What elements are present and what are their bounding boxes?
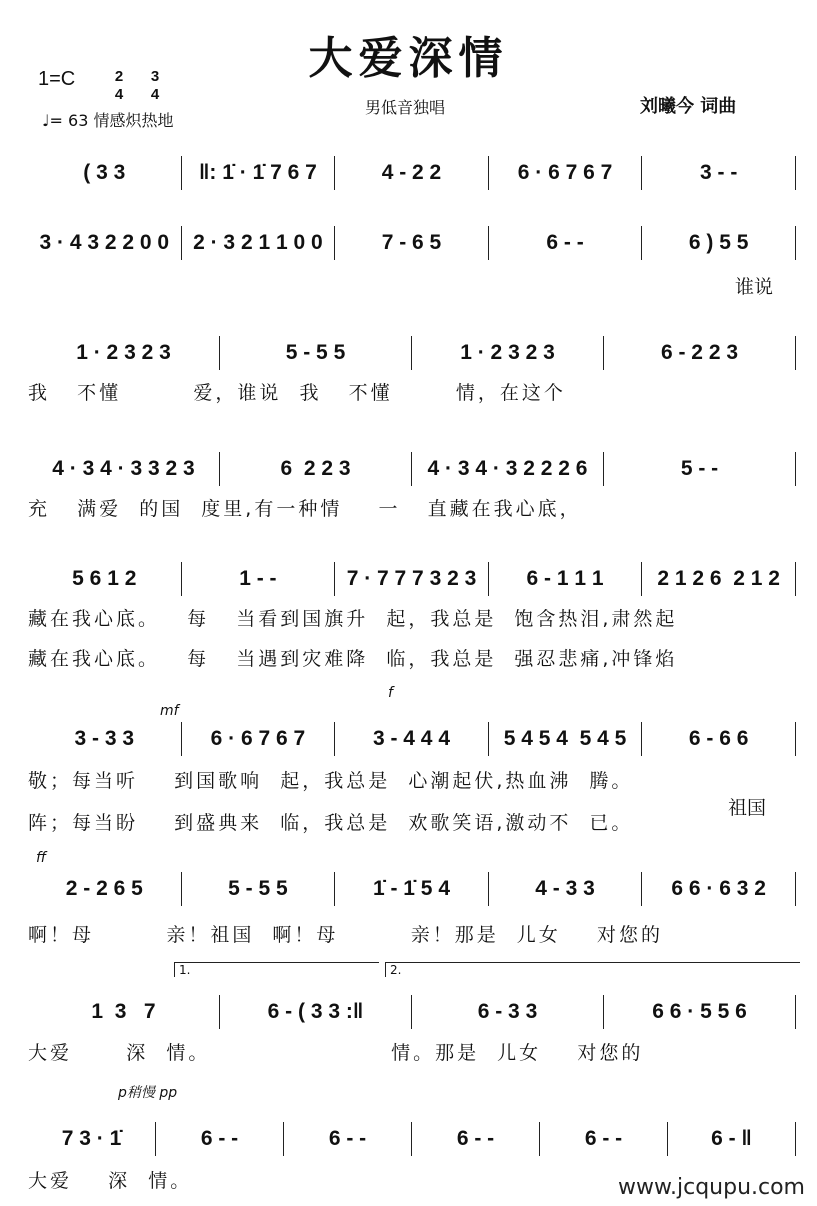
volta-1: 1. (174, 962, 379, 977)
measure: 6 - 3 3 (412, 995, 604, 1029)
measure: 6 6 · 6 3 2 (642, 872, 796, 906)
measure: 6 2 2 3 (220, 452, 412, 486)
measure: 6 ) 5 5 (642, 226, 796, 260)
measure: 6 - ‖ (668, 1122, 796, 1156)
measure: 5 - 5 5 (182, 872, 336, 906)
volta-2: 2. (385, 962, 800, 977)
measure: 3 - 3 3 (28, 722, 182, 756)
measure: 1 · 2 3 2 3 (412, 336, 604, 370)
measure: 6 - - (412, 1122, 540, 1156)
dynamic-f: f (388, 685, 393, 701)
lyric-line: 充 满爱 的国 度里,有一种情 一 直藏在我心底， (28, 498, 582, 520)
measure: 6 - 6 6 (642, 722, 796, 756)
score-row (28, 722, 796, 756)
lyric-line: 敬；每当听 到国歌响 起，我总是 心潮起伏,热血沸 腾。 (28, 770, 634, 792)
lyric-line: 大爱 深 情。 情。那是 儿女 对您的 (28, 1042, 644, 1064)
ts-bottom: 4 (150, 86, 160, 103)
measure: ( 3 3 (28, 156, 182, 190)
time-signature (112, 68, 126, 104)
measure: 6 - - (489, 226, 643, 260)
lyric-line: 大爱 深 情。 (28, 1170, 193, 1192)
measure: 1̇ - 1̇ 5 4 (335, 872, 489, 906)
measure: 1 3 7 (28, 995, 220, 1029)
measure: 7 3 · 1̇ (28, 1122, 156, 1156)
measure: 5 6 1 2 (28, 562, 182, 596)
measure: 6 - - (156, 1122, 284, 1156)
measure: ‖: 1̇ · 1̇ 7 6 7 (182, 156, 336, 190)
lyric-line: 藏在我心底。 每 当看到国旗升 起，我总是 饱含热泪,肃然起 (28, 608, 678, 630)
score-row (28, 452, 796, 486)
measure: 4 · 3 4 · 3 2 2 2 6 (412, 452, 604, 486)
measure: 6 - 1 1 1 (489, 562, 643, 596)
measure: 3 · 4 3 2 2 0 0 (28, 226, 182, 260)
measure: 2 · 3 2 1 1 0 0 (182, 226, 336, 260)
measure: 1 - - (182, 562, 336, 596)
ts-top: 3 (150, 68, 160, 85)
measure: 7 · 7 7 7 3 2 3 (335, 562, 489, 596)
lyric-line: 藏在我心底。 每 当遇到灾难降 临，我总是 强忍悲痛,冲锋焰 (28, 648, 678, 670)
measure: 4 - 2 2 (335, 156, 489, 190)
dynamic-ff: ff (36, 850, 47, 866)
watermark: www.jcqupu.com (618, 1175, 805, 1200)
measure: 5 - - (604, 452, 796, 486)
measure: 2 1 2 6 2 1 2 (642, 562, 796, 596)
pickup-lyric: 谁说 (735, 276, 774, 298)
measure: 7 - 6 5 (335, 226, 489, 260)
ts-bottom: 4 (114, 86, 124, 103)
measure: 6 - - (540, 1122, 668, 1156)
side-lyric: 祖国 (728, 797, 767, 819)
score-row (28, 336, 796, 370)
measure: 5 4 5 4 5 4 5 (489, 722, 643, 756)
measure: 3 - 4 4 4 (335, 722, 489, 756)
measure: 6 - ( 3 3 :‖ (220, 995, 412, 1029)
key-signature: 1=C (38, 68, 76, 90)
score-row (28, 1122, 796, 1156)
author: 刘曦今 词曲 (640, 96, 737, 117)
lyric-line: 啊！母 亲！祖国 啊！母 亲！那是 儿女 对您的 (28, 924, 663, 946)
measure: 5 - 5 5 (220, 336, 412, 370)
lyric-line: 我 不懂 爱，谁说 我 不懂 情，在这个 (28, 382, 566, 404)
time-signature (148, 68, 162, 104)
measure: 6 · 6 7 6 7 (489, 156, 643, 190)
dynamic-mf: mf (160, 703, 179, 719)
score-row (28, 562, 796, 596)
song-title: 大爱深情 (308, 33, 509, 84)
measure: 6 - 2 2 3 (604, 336, 796, 370)
score-row (28, 226, 796, 260)
score-row (28, 872, 796, 906)
measure: 4 · 3 4 · 3 3 2 3 (28, 452, 220, 486)
measure: 6 - - (284, 1122, 412, 1156)
score-row (28, 156, 796, 190)
score-row (28, 995, 796, 1029)
measure: 1 · 2 3 2 3 (28, 336, 220, 370)
dynamic-p: p稍慢 pp (118, 1085, 178, 1101)
subtitle: 男低音独唱 (365, 98, 446, 117)
tempo-marking: ♩= 63 情感炽热地 (42, 111, 174, 130)
measure: 2 - 2 6 5 (28, 872, 182, 906)
lyric-line: 阵；每当盼 到盛典来 临，我总是 欢歌笑语,激动不 已。 (28, 812, 634, 834)
ts-top: 2 (114, 68, 124, 85)
measure: 6 · 6 7 6 7 (182, 722, 336, 756)
measure: 4 - 3 3 (489, 872, 643, 906)
measure: 3 - - (642, 156, 796, 190)
measure: 6 6 · 5 5 6 (604, 995, 796, 1029)
